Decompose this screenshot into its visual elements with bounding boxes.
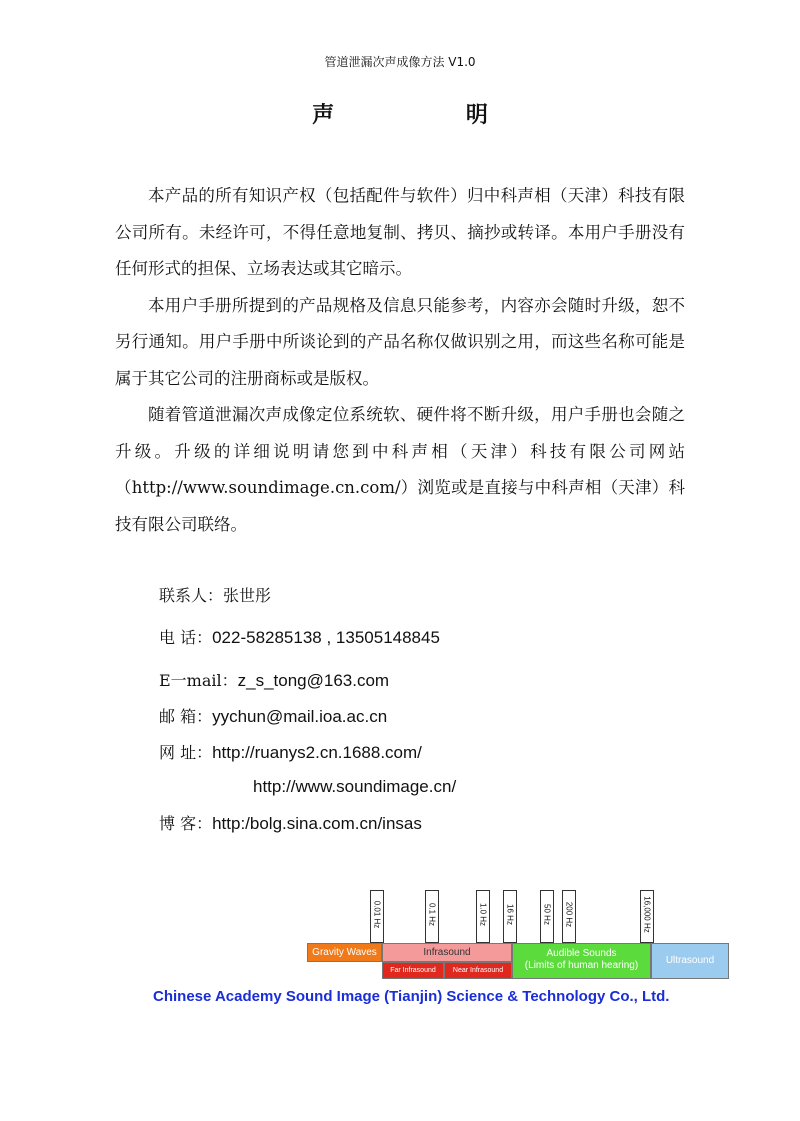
phone-label: 电 话： [159, 628, 213, 647]
page-title: 声 明 [312, 102, 550, 128]
audible-sublabel: (Limits of human hearing) [524, 960, 639, 971]
website-link-1[interactable]: http://ruanys2.cn.1688.com/ [212, 743, 422, 762]
band-gravity-waves: Gravity Waves [307, 943, 382, 962]
tick-200hz: 200 Hz [562, 890, 576, 943]
paragraph-upgrade: 随着管道泄漏次声成像定位系统软、硬件将不断升级，用户手册也会随之升级。升级的详细说明请您到中科声相（天津）科技有限公司网站（http://www.soundimage.cn.com/）浏览或是直接与中科声相（天津）科技有限公司联络。 [115, 405, 685, 534]
band-audible-sounds [512, 943, 651, 979]
email-label: E一mail： [159, 671, 238, 690]
tick-0-01hz: 0.01 Hz [370, 890, 384, 943]
email-link[interactable]: z_s_tong@163.com [237, 671, 390, 690]
band-ultrasound: Ultrasound [651, 943, 729, 979]
statement-body [115, 178, 685, 543]
band-infrasound: Infrasound [382, 943, 512, 962]
paragraph-spec: 本用户手册所提到的产品规格及信息只能参考，内容亦会随时升级，恕不另行通知。用户手册中所谈论到的产品名称仅做识别之用，而这些名称可能是属于其它公司的注册商标或是版权。 [115, 295, 685, 388]
tick-1hz: 1.0 Hz [476, 890, 490, 943]
tick-16000hz: 16,000 Hz [640, 890, 654, 943]
tick-0-1hz: 0.1 Hz [425, 890, 439, 943]
tick-50hz: 50 Hz [540, 890, 554, 943]
website-link-2[interactable]: http://www.soundimage.cn/ [253, 777, 457, 796]
phone-value: 022-58285138 , 13505148845 [212, 628, 440, 647]
blog-label: 博 客： [159, 814, 213, 833]
page-header: 管道泄漏次声成像方法 V1.0 [324, 55, 476, 69]
band-far-infrasound: Far Infrasound [382, 962, 444, 979]
website-row-2 [253, 777, 456, 797]
mailbox-link[interactable]: yychun@mail.ioa.ac.cn [212, 707, 388, 726]
blog-row [159, 811, 422, 834]
contact-row [159, 583, 271, 606]
tick-16hz: 16 Hz [503, 890, 517, 943]
blog-link[interactable]: http:/bolg.sina.com.cn/insas [212, 814, 422, 833]
website-row [159, 740, 422, 763]
paragraph-ip: 本产品的所有知识产权（包括配件与软件）归中科声相（天津）科技有限公司所有。未经许可，不得任意地复制、拷贝、摘抄或转译。本用户手册没有任何形式的担保、立场表达或其它暗示。 [115, 186, 685, 278]
mailbox-row [159, 704, 387, 727]
contact-label: 联系人： [159, 586, 224, 605]
contact-value: 张世彤 [223, 586, 272, 605]
band-near-infrasound: Near Infrasound [444, 962, 512, 979]
mailbox-label: 邮 箱： [159, 707, 213, 726]
company-name: Chinese Academy Sound Image (Tianjin) Science & Technology Co., Ltd. [153, 988, 670, 1005]
audible-label: Audible Sounds [546, 948, 617, 959]
email-row [159, 668, 389, 691]
phone-row [159, 625, 440, 648]
website-label: 网 址： [159, 743, 213, 762]
